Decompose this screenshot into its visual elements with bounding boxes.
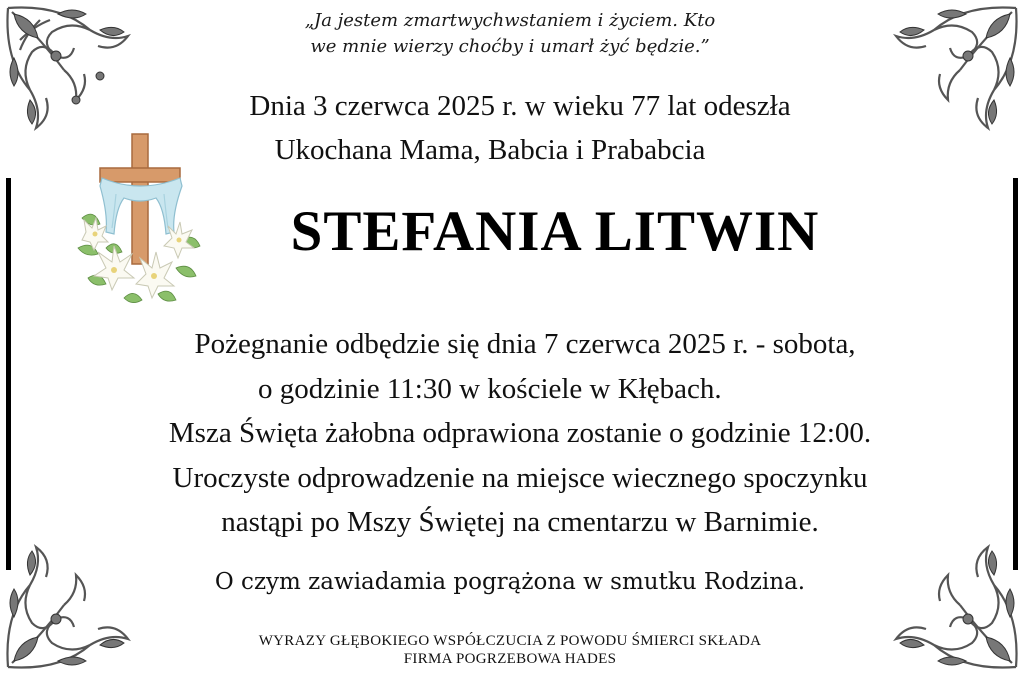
mourning-bar-left <box>6 178 11 570</box>
condolence-line-1: WYRAZY GŁĘBOKIEGO WSPÓŁCZUCIA Z POWODU ŚMIERCI SKŁADA <box>258 633 762 649</box>
quote-line-1: „Ja jestem zmartwychwstaniem i życiem. Kto <box>304 10 716 31</box>
details-line-1: Pożegnanie odbędzie się dnia 7 czerwca 2025 r. - sobota, <box>194 328 856 360</box>
family-notice: O czym zawiadamia pogrążona w smutku Rodzina. <box>214 569 806 595</box>
details-line-3: Msza Święta żałobna odprawiona zostanie o godzinie 12:00. <box>168 417 872 449</box>
details-line-4: Uroczyste odprowadzenie na miejsce wiecznego spoczynku <box>172 461 868 494</box>
death-announcement <box>180 84 860 172</box>
announcement-line-1: Dnia 3 czerwca 2025 r. w wieku 77 lat odeszła <box>249 90 791 122</box>
condolence-note <box>130 632 890 668</box>
details-line-5: nastąpi po Mszy Świętej na cmentarzu w Barnimie. <box>221 506 819 538</box>
corner-ornament-top-right <box>874 0 1024 150</box>
bible-quote <box>200 8 820 60</box>
funeral-details <box>110 322 930 545</box>
mourning-bar-right <box>1013 178 1018 570</box>
details-line-2: o godzinie 11:30 w kościele w Kłębach. <box>258 372 722 405</box>
quote-line-2: we mnie wierzy choćby i umarł żyć będzie.” <box>310 36 710 57</box>
announcement-line-2: Ukochana Mama, Babcia i Prababcia <box>274 134 706 166</box>
deceased-name: STEFANIA LITWIN <box>290 200 820 263</box>
cross-with-lilies-icon <box>76 128 202 313</box>
condolence-line-2: FIRMA POGRZEBOWA HADES <box>403 651 617 667</box>
